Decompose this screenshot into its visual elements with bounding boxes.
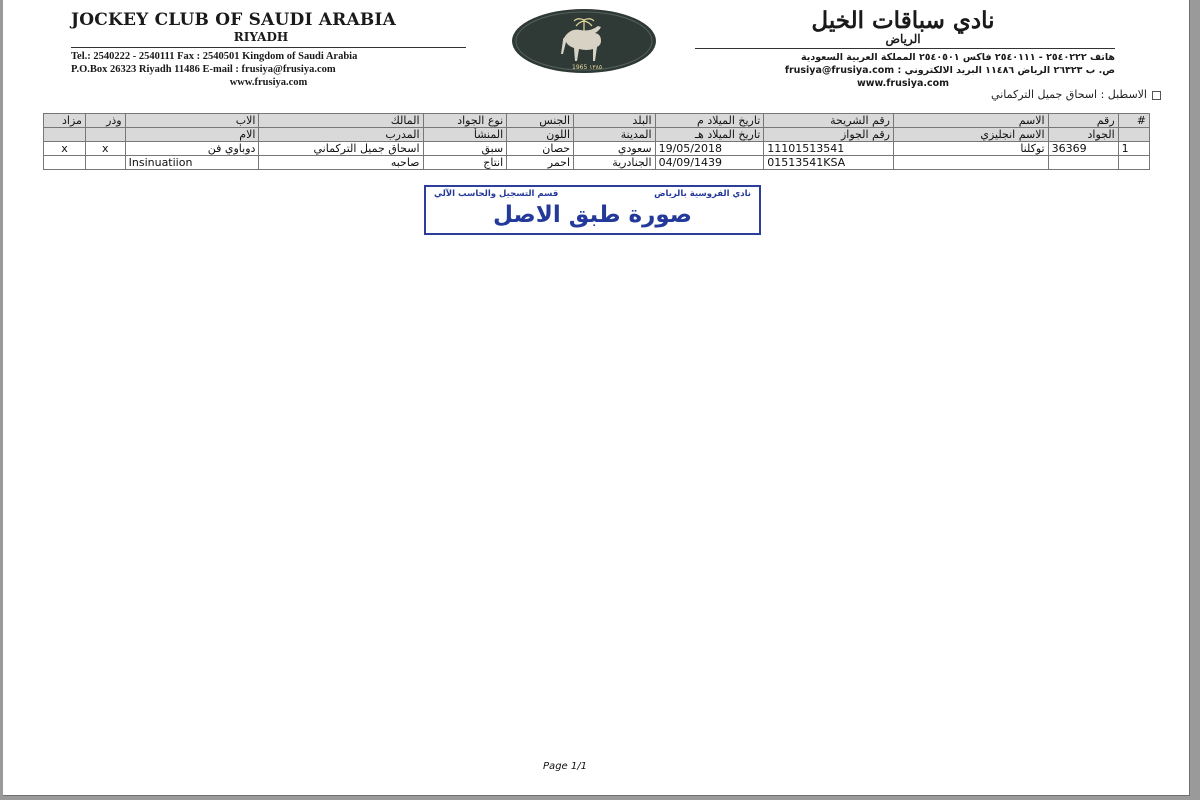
certified-copy-stamp: [424, 185, 761, 235]
document-page: [3, 0, 1190, 796]
table-cell: 11101513541: [764, 142, 894, 156]
table-cell: سبق: [423, 142, 507, 156]
page-number: Page 1/1: [543, 761, 587, 772]
table-cell: 36369: [1048, 142, 1118, 156]
arabic-city: الرياض: [885, 32, 921, 46]
arabic-letterhead: [691, 8, 1115, 90]
stamp-department: قسم التسجيل والحاسب الآلي: [434, 189, 559, 199]
header-cell: البلد: [574, 114, 656, 128]
english-club-name: JOCKEY CLUB OF SAUDI ARABIA: [71, 10, 396, 30]
table-cell: حصان: [507, 142, 574, 156]
table-cell: سعودي: [574, 142, 656, 156]
english-contact-address: P.O.Box 26323 Riyadh 11486 E-mail : frusiya@frusiya.com: [71, 64, 336, 75]
header-cell: المدينة: [574, 128, 656, 142]
header-cell: الجواد: [1048, 128, 1118, 142]
header-cell: تاريخ الميلاد هـ: [655, 128, 764, 142]
table-cell: احمر: [507, 156, 574, 170]
stable-label-row: [991, 88, 1161, 101]
header-cell: الاسم انجليزي: [893, 128, 1048, 142]
table-cell: 1: [1118, 142, 1149, 156]
table-cell: [1118, 156, 1149, 170]
table-cell: [44, 156, 86, 170]
logo-years: 1965 ١٣٨٥: [572, 64, 603, 71]
english-header-rule: [71, 47, 466, 48]
table-cell: انتاج: [423, 156, 507, 170]
header-cell: الاسم: [893, 114, 1048, 128]
table-cell: [85, 156, 125, 170]
header-cell: [1118, 128, 1149, 142]
table-cell: [1048, 156, 1118, 170]
table-cell: Insinuatiion: [125, 156, 259, 170]
header-cell: #: [1118, 114, 1149, 128]
header-cell: اللون: [507, 128, 574, 142]
table-cell: 04/09/1439: [655, 156, 764, 170]
header-cell: رقم: [1048, 114, 1118, 128]
header-cell: رقم الشريحة: [764, 114, 894, 128]
header-cell: نوع الجواد: [423, 114, 507, 128]
table-row: [44, 142, 1150, 156]
english-letterhead: [71, 10, 471, 89]
table-cell: اسحاق جميل التركماني: [259, 142, 423, 156]
header-cell: الاب: [125, 114, 259, 128]
table-cell: صاحبه: [259, 156, 423, 170]
table-cell: x: [44, 142, 86, 156]
table-cell: الجنادرية: [574, 156, 656, 170]
header-cell: المدرب: [259, 128, 423, 142]
header-cell: الام: [125, 128, 259, 142]
english-city: RIYADH: [233, 30, 289, 44]
arabic-club-name: نادي سباقات الخيل: [811, 7, 995, 34]
palm-swords-horse-emblem-icon: [510, 8, 658, 74]
table-header-row-1: [44, 114, 1150, 128]
header-cell: الجنس: [507, 114, 574, 128]
club-logo: [510, 8, 658, 74]
table-cell: 19/05/2018: [655, 142, 764, 156]
table-header-row-2: [44, 128, 1150, 142]
table-cell: دوباوي فن: [125, 142, 259, 156]
arabic-contact-phone: هاتف ٢٥٤٠٢٢٢ - ٢٥٤٠١١١ فاكس ٢٥٤٠٥٠١ المملكة العربية السعودية: [800, 52, 1115, 63]
english-contact-phone: Tel.: 2540222 - 2540111 Fax : 2540501 Kingdom of Saudi Arabia: [71, 51, 358, 62]
header-cell: [85, 128, 125, 142]
header-cell: [44, 128, 86, 142]
table-cell: [893, 156, 1048, 170]
checkbox-icon: [1152, 91, 1161, 100]
header-cell: وذر: [85, 114, 125, 128]
arabic-header-rule: [695, 48, 1115, 49]
table-row: [44, 156, 1150, 170]
header-cell: رقم الجواز: [764, 128, 894, 142]
header-cell: مزاد: [44, 114, 86, 128]
arabic-contact-address: ص. ب ٢٦٣٢٣ الرياض ١١٤٨٦ البريد الالكتروني : frusiya@frusiya.com: [784, 65, 1115, 76]
table-cell: x: [85, 142, 125, 156]
table-cell: 01513541KSA: [764, 156, 894, 170]
stable-label: الاسطبل : اسحاق جميل التركماني: [991, 88, 1147, 101]
header-cell: تاريخ الميلاد م: [655, 114, 764, 128]
horses-table: [43, 113, 1150, 170]
stamp-main-text: صورة طبق الاصل: [492, 202, 693, 228]
english-website: www.frusiya.com: [229, 77, 308, 88]
arabic-website: www.frusiya.com: [856, 78, 950, 89]
table-cell: توكلنا: [893, 142, 1048, 156]
stamp-club-name: نادي الفروسية بالرياض: [654, 189, 751, 199]
header-cell: المنشأ: [423, 128, 507, 142]
header-cell: المالك: [259, 114, 423, 128]
